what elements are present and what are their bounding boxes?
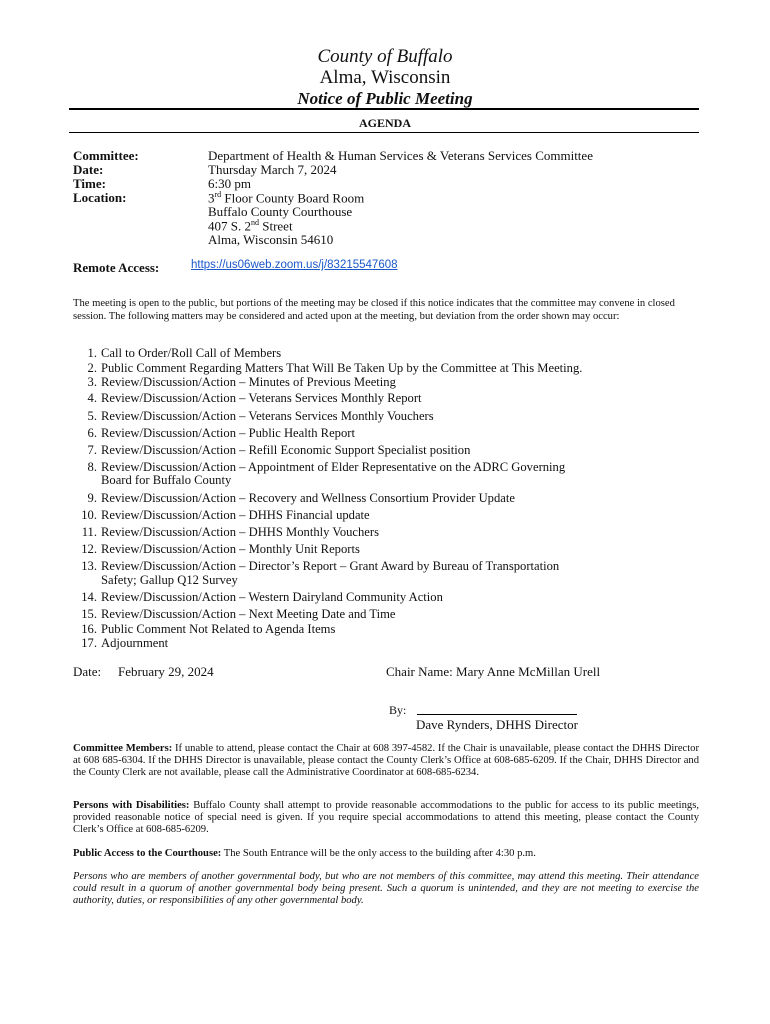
time-label: Time:: [73, 176, 106, 191]
disabilities-notice: Persons with Disabilities: Buffalo County shall attempt to provide reasonable accommodations to the public for access to its public meetings, provided reasonable notice of special need is given. If you require special accommodations to attend this meeting, please contact the County Clerk’s Office at 608-685-6209.: [73, 800, 699, 835]
location-line-4: Alma, Wisconsin 54610: [208, 232, 334, 247]
remote-access-label: Remote Access:: [73, 260, 160, 275]
committee-members-notice: Committee Members: If unable to attend, please contact the Chair at 608 397-4582. If the Chair is unavailable, please contact the DHHS Director at 608 685-6304. If the DHHS Director is unavailable, please contact the County Clerk’s Office at 608-685-6209. If the Chair, DHHS Director and the County Clerk are not available, please call the Administrative Coordinator at 608-685-6234.: [73, 743, 700, 778]
location-line-3: 407 S. 2nd Street: [208, 218, 293, 234]
document-page: County of Buffalo Alma, Wisconsin Notice of Public Meeting AGENDA Committee: Department of Health & Human Services & Veterans Services Committee Date: Thursday March 7, 2024 Time: 6:30 pm Location: 3rd Floor County Board Room Buffalo County Courthouse 407 S. 2nd Street Alma, Wisconsin 54610 Remote Access: https://us06web.zoom.us/j/83215547608 The meeting is open to the public, but portions of the meeting may be closed if this notice indicates that the committee may convene in closed session. The following matters may be considered and acted upon at the meeting, but deviation from the order shown may occur: 1. Call to Order/Roll Call of Members 2. Public Comment Regarding Matters That Will Be Taken Up by the Committee at This Meeting. 3. Review/Discussion/Action – Minutes of Previous Meeting 4. Review/Discussion/Action – Veterans Services Monthly Report 5. Review/Discussion/Action – Veterans Services Monthly Vouchers 6. Review/Discussion/Action – Public Health Report 7. Review/Discussion/Action – Refill Economic Support Specialist position 8. Review/Discussion/Action – Appointment of Elder Representative on the ADRC Governing Board for Buffalo County 9. Review/Discussion/Action – Recovery and Wellness Consortium Provider Update 10. Review/Discussion/Action – DHHS Financial update 11. Review/Discussion/Action – DHHS Monthly Vouchers 12. Review/Discussion/Action – Monthly Unit Reports 13. Review/Discussion/Action – Director’s Report – Grant Award by Bureau of Transportation Safety; Gallup Q12 Survey 14. Review/Discussion/Action – Western Dairyland Community Action 15. Review/Discussion/Action – Next Meeting Date and Time 16. Public Comment Not Related to Agenda Items 17. Adjournment Date: February 29, 2024 Chair Name: Mary Anne McMillan Urell By: Dave Rynders, DHHS Director Committee Members: If unable to attend, please contact the Chair at 608 397-4582. If the Chair is unavailable, please contact the DHHS Director at 608 685-6304. If the DHHS Director is unavailable, please contact the County Clerk’s Office at 608-685-6209. If the Chair, DHHS Director and the County Clerk are not available, please call the Administrative Coordinator at 608-685-6234. Persons with Disabilities: Buffalo County shall attempt to provide reasonable accommodations to the public for access to its public meetings, provided reasonable notice of special need is given. If you require special accommodations to attend this meeting, please contact the County Clerk’s Office at 608-685-6209. Public Access to the Courthouse: The South Entrance will be the only access to the building after 4:30 p.m. Persons who are members of another governmental body, but who are not members of this committee, may attend this meeting. Their attendance could result in a quorum of another governmental body being present. Such a quorum is unintended, and they are not meeting to exercise the authority, duties, or responsibilities of any other governmental body.: [0, 0, 770, 1024]
quorum-notice: Persons who are members of another governmental body, but who are not members of this committee, may attend this meeting. Their attendance could result in a quorum of another governmental body being present. Such a quorum is unintended, and they are not meeting to exercise the authority, duties, or responsibilities of any other governmental body.: [73, 871, 699, 906]
location-line-2: Buffalo County Courthouse: [208, 204, 353, 219]
header-rule: [69, 108, 699, 110]
agenda-rule: [69, 132, 699, 133]
by-label: By:: [389, 703, 407, 717]
committee-label: Committee:: [73, 148, 139, 163]
notice-date: February 29, 2024: [118, 664, 214, 679]
committee-value: Department of Health & Human Services & Veterans Services Committee: [208, 148, 593, 163]
agenda-heading: AGENDA: [358, 116, 411, 130]
time-value: 6:30 pm: [208, 176, 251, 191]
location-line-1: 3rd Floor County Board Room: [208, 190, 365, 206]
courthouse-access-notice: Public Access to the Courthouse: The South Entrance will be the only access to the building after 4:30 p.m.: [73, 848, 536, 859]
notice-title: Notice of Public Meeting: [297, 89, 473, 108]
intro-paragraph: The meeting is open to the public, but portions of the meeting may be closed if this notice indicates that the committee may convene in closed session. The following matters may be considered and acted upon at the meeting, but deviation from the order shown may occur:: [73, 298, 675, 322]
director-name: Dave Rynders, DHHS Director: [416, 717, 578, 732]
notice-date-label: Date:: [73, 664, 102, 679]
city-title: Alma, Wisconsin: [319, 67, 451, 88]
chair-name: Chair Name: Mary Anne McMillan Urell: [386, 664, 601, 679]
county-title: County of Buffalo: [317, 46, 453, 67]
location-label: Location:: [73, 190, 127, 205]
date-label: Date:: [73, 162, 104, 177]
date-value: Thursday March 7, 2024: [208, 162, 337, 177]
zoom-link[interactable]: https://us06web.zoom.us/j/83215547608: [191, 259, 398, 271]
signature-line: [417, 714, 577, 715]
